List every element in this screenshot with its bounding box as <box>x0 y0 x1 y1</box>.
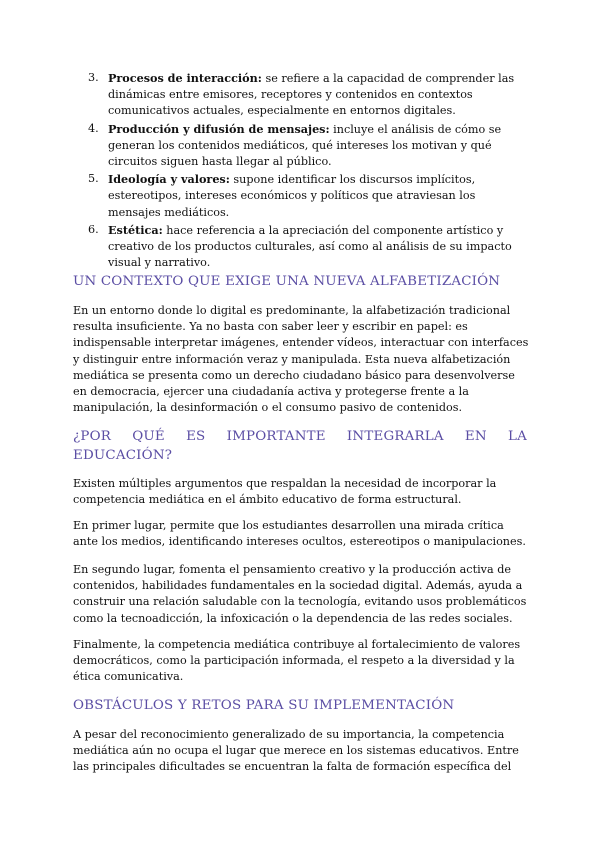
section-heading-context: UN CONTEXTO QUE EXIGE UNA NUEVA ALFABETIZACIÓN <box>73 274 501 289</box>
list-item <box>0 222 600 272</box>
section-heading-importance: ¿POR QUÉ ES IMPORTANTE INTEGRARLA EN LA EDUCACIÓN? <box>73 429 527 463</box>
list-term: Procesos de interacción: <box>108 71 262 85</box>
list-number: 3. <box>88 71 99 84</box>
list-term: Estética: <box>108 222 163 237</box>
paragraph-importance-intro: Existen múltiples argumentos que respaldan la necesidad de incorporar la competencia mediática en el ámbito educativo de forma estructural. <box>73 477 497 507</box>
list-number: 4. <box>88 121 99 135</box>
paragraph-importance-first: En primer lugar, permite que los estudiantes desarrollen una mirada crítica ante los medios, identificando intereses ocultos, estereotipos o manipulaciones. <box>73 519 526 549</box>
list-text: incluye el análisis de cómo se generan los contenidos mediáticos, qué intereses los motivan y qué circuitos siguen hasta llegar al público. <box>108 122 502 169</box>
list-text: se refiere a la capacidad de comprender las dinámicas entre emisores, receptores y contenidos en contextos comunicativos actuales, especialmente en entornos digitales. <box>108 72 515 118</box>
list-term: Producción y difusión de mensajes: <box>108 121 330 136</box>
paragraph-obstacles: A pesar del reconocimiento generalizado de su importancia, la competencia mediática aún no ocupa el lugar que merece en los sistemas educativos. Entre las principales dificultades se encuentran la falta de formación específica del <box>73 728 519 774</box>
list-item <box>0 171 600 221</box>
list-number: 5. <box>88 172 99 186</box>
section-heading-obstacles: OBSTÁCULOS Y RETOS PARA SU IMPLEMENTACIÓN <box>73 698 455 713</box>
list-item <box>0 70 600 120</box>
paragraph-importance-final: Finalmente, la competencia mediática contribuye al fortalecimiento de valores democráticos, como la participación informada, el respeto a la diversidad y la ética comunicativa. <box>73 638 521 684</box>
list-text: hace referencia a la apreciación del componente artístico y creativo de los productos culturales, así como al análisis de su impacto visual y narrativo. <box>108 223 512 270</box>
numbered-list <box>0 70 600 272</box>
paragraph-importance-second: En segundo lugar, fomenta el pensamiento creativo y la producción activa de contenidos, habilidades fundamentales en la sociedad digital. Además, ayuda a construir una relación saludable con la tecnología, evitando usos problemáticos como la tecnoadicción, la infoxicación o la dependencia de las redes sociales. <box>73 563 527 625</box>
list-text: supone identificar los discursos implícitos, estereotipos, intereses económicos y políticos que atraviesan los mensajes mediáticos. <box>108 173 476 219</box>
list-item <box>0 121 600 171</box>
paragraph-context: En un entorno donde lo digital es predominante, la alfabetización tradicional resulta insuficiente. Ya no basta con saber leer y escribir en papel: es indispensable interpretar imágenes, entender vídeos, interactuar con interfaces y distinguir entre información veraz y manipulada. Esta nueva alfabetización mediática se presenta como un derecho ciudadano básico para desenvolverse en democracia, ejercer una ciudadanía activa y protegerse frente a la manipulación, la desinformación o el consumo pasivo de contenidos. <box>73 304 529 415</box>
list-number: 6. <box>88 222 99 236</box>
list-term: Ideología y valores: <box>108 172 230 187</box>
